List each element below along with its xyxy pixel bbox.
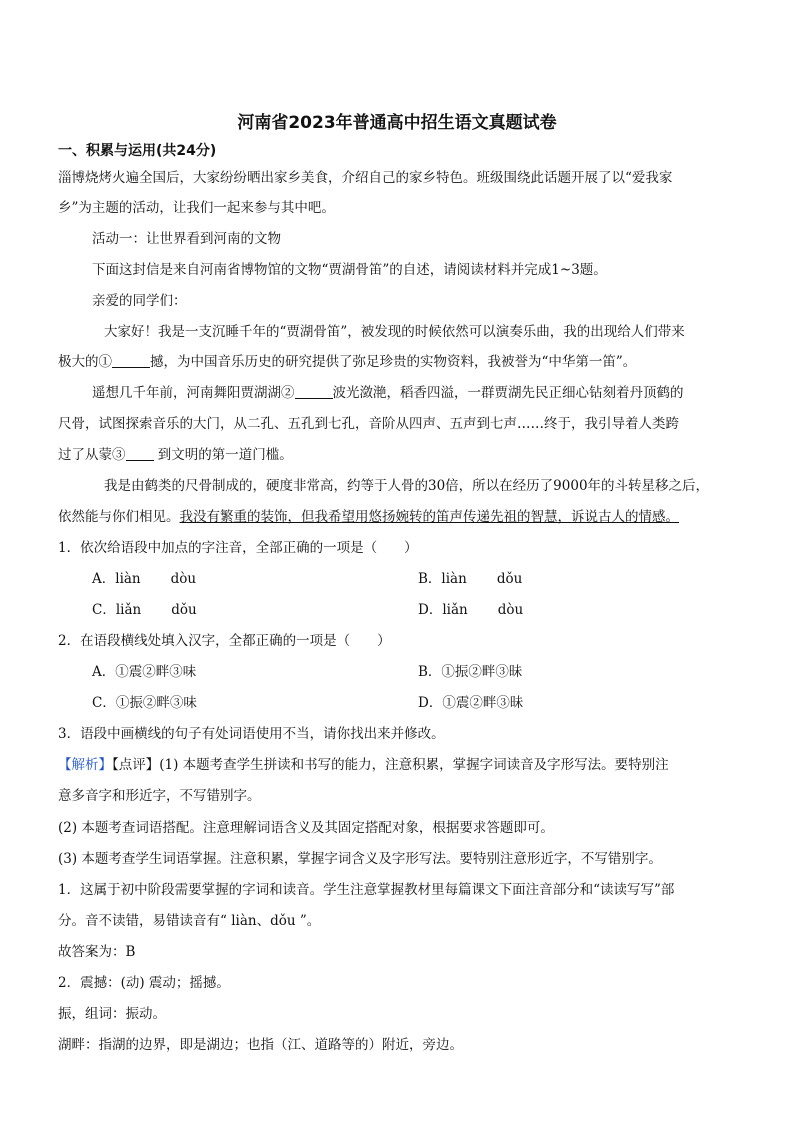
q1-option-b-pinyin-2: dǒu <box>496 571 523 587</box>
q1-option-b[interactable] <box>418 569 522 589</box>
answer-1-line-1: 1．这属于初中阶段需要掌握的字词和读音。学生注意掌握教材里每篇课文下面注音部分和“读读写写”部 <box>58 882 675 898</box>
q1-option-c-pinyin-2: dǒu <box>171 602 197 618</box>
q1-option-c-pinyin-1: liǎn <box>115 602 142 618</box>
blank-3 <box>126 446 154 461</box>
answer-1-line-2: 分。音不读错，易错读音有“ liàn、dǒu ”。 <box>58 913 321 929</box>
q1-option-b-letter: B． <box>418 571 442 587</box>
q1-option-c-letter: C． <box>92 602 116 618</box>
intro-line-2: 乡”为主题的活动，让我们一起来参与其中吧。 <box>58 200 335 216</box>
question-1-stem: 1．依次给语段中加点的字注音，全部正确的一项是（ ） <box>58 540 418 556</box>
para3-line-2-start: 依然能与你们相见。 <box>58 509 180 525</box>
para1-line-2-start: 极大的① <box>58 354 112 370</box>
q1-option-a[interactable] <box>92 569 196 589</box>
para1-line-2 <box>58 352 636 372</box>
para2-line-1-end: 波光潋滟，稻香四溢，一群贾湖先民正细心钻刻着丹顶鹤的 <box>332 385 684 401</box>
q1-option-d-letter: D． <box>418 602 443 618</box>
underlined-sentence: 我没有繁重的装饰，但我希望用悠扬婉转的笛声传递先祖的智慧，诉说古人的情感。 <box>179 509 679 525</box>
q1-option-d[interactable] <box>418 600 523 620</box>
q1-option-d-pinyin-2: dòu <box>497 602 524 618</box>
q1-option-a-pinyin-2: dòu <box>170 571 197 587</box>
analysis-line-2: 意多音字和形近字，不写错别字。 <box>58 788 261 804</box>
analysis-line-1 <box>58 755 669 775</box>
q2-option-c-letter: C． <box>92 695 116 711</box>
answer-2-line-2: 振，组词：振动。 <box>58 1006 166 1022</box>
q1-option-b-pinyin-1: liàn <box>441 571 467 587</box>
q1-option-a-letter: A． <box>92 571 116 587</box>
q2-option-a[interactable] <box>92 662 196 682</box>
para2-line-1-start: 遥想几千年前，河南舞阳贾湖湖② <box>92 385 295 401</box>
q1-option-d-pinyin-1: liǎn <box>442 602 468 618</box>
blank-1 <box>112 353 150 368</box>
q2-option-d-letter: D． <box>418 695 443 711</box>
para2-line-3-end: 到文明的第一道门槛。 <box>157 447 293 463</box>
analysis-point-2: (2) 本题考查词语搭配。注意理解词语含义及其固定搭配对象，根据要求答题即可。 <box>58 820 554 836</box>
section-heading: 一、积累与运用(共24分) <box>58 143 217 159</box>
para2-line-3 <box>58 445 293 465</box>
para3-line-2 <box>58 507 679 527</box>
analysis-text-1: 【点评】(1) 本题考查学生拼读和书写的能力，注意积累，掌握字词读音及字形写法。要特别注 <box>112 757 669 773</box>
letter-greeting: 亲爱的同学们： <box>92 293 187 309</box>
question-3-stem: 3．语段中画横线的句子有处词语使用不当，请你找出来并修改。 <box>58 726 445 742</box>
q2-option-b[interactable] <box>418 662 522 682</box>
q2-option-c[interactable] <box>92 693 197 713</box>
q2-option-b-letter: B． <box>418 664 442 680</box>
q2-option-b-text: ①振②畔③昧 <box>441 664 523 680</box>
analysis-point-3: (3) 本题考查学生词语掌握。注意积累，掌握字词含义及字形写法。要特别注意形近字，不写错别字。 <box>58 851 662 867</box>
para1-line-1: 大家好！我是一支沉睡千年的“贾湖骨笛”，被发现的时候依然可以演奏乐曲，我的出现给人们带来 <box>104 324 685 340</box>
answer-2-line-3: 湖畔：指湖的边界，即是湖边；也指（江、道路等的）附近，旁边。 <box>58 1037 463 1053</box>
intro-line-1: 淄博烧烤火遍全国后，大家纷纷晒出家乡美食，介绍自己的家乡特色。班级围绕此话题开展了以“爱我家 <box>58 170 673 186</box>
instruction-text: 下面这封信是来自河南省博物馆的文物“贾湖骨笛”的自述，请阅读材料并完成1~3题。 <box>92 262 607 278</box>
q2-option-d-text: ①震②畔③昧 <box>442 695 524 711</box>
para3-line-1: 我是由鹤类的尺骨制成的，硬度非常高，约等于人骨的30倍，所以在经历了9000年的斗转星移之后， <box>104 478 710 494</box>
blank-2 <box>295 384 333 399</box>
q2-option-c-text: ①振②畔③味 <box>115 695 197 711</box>
answer-statement: 故答案为：B <box>58 944 136 960</box>
page-title: 河南省2023年普通高中招生语文真题试卷 <box>237 113 557 133</box>
q2-option-a-text: ①震②畔③味 <box>115 664 197 680</box>
q2-option-d[interactable] <box>418 693 523 713</box>
analysis-tag: 【解析】 <box>58 757 112 773</box>
para2-line-3-start: 过了从蒙③ <box>58 447 126 463</box>
answer-2-line-1: 2．震撼：(动) 震动；摇撼。 <box>58 975 230 991</box>
para2-line-1 <box>92 383 684 403</box>
question-2-stem: 2．在语段横线处填入汉字，全都正确的一项是（ ） <box>58 633 391 649</box>
q1-option-c[interactable] <box>92 600 197 620</box>
q2-option-a-letter: A． <box>92 664 116 680</box>
q1-option-a-pinyin-1: liàn <box>115 571 141 587</box>
para1-line-2-end: 撼，为中国音乐历史的研究提供了弥足珍贵的实物资料，我被誉为“中华第一笛”。 <box>150 354 637 370</box>
para2-line-2: 尺骨，试图探索音乐的大门，从二孔、五孔到七孔，音阶从四声、五声到七声……终于，我引导着人类跨 <box>58 416 679 432</box>
activity-heading: 活动一：让世界看到河南的文物 <box>92 231 281 247</box>
